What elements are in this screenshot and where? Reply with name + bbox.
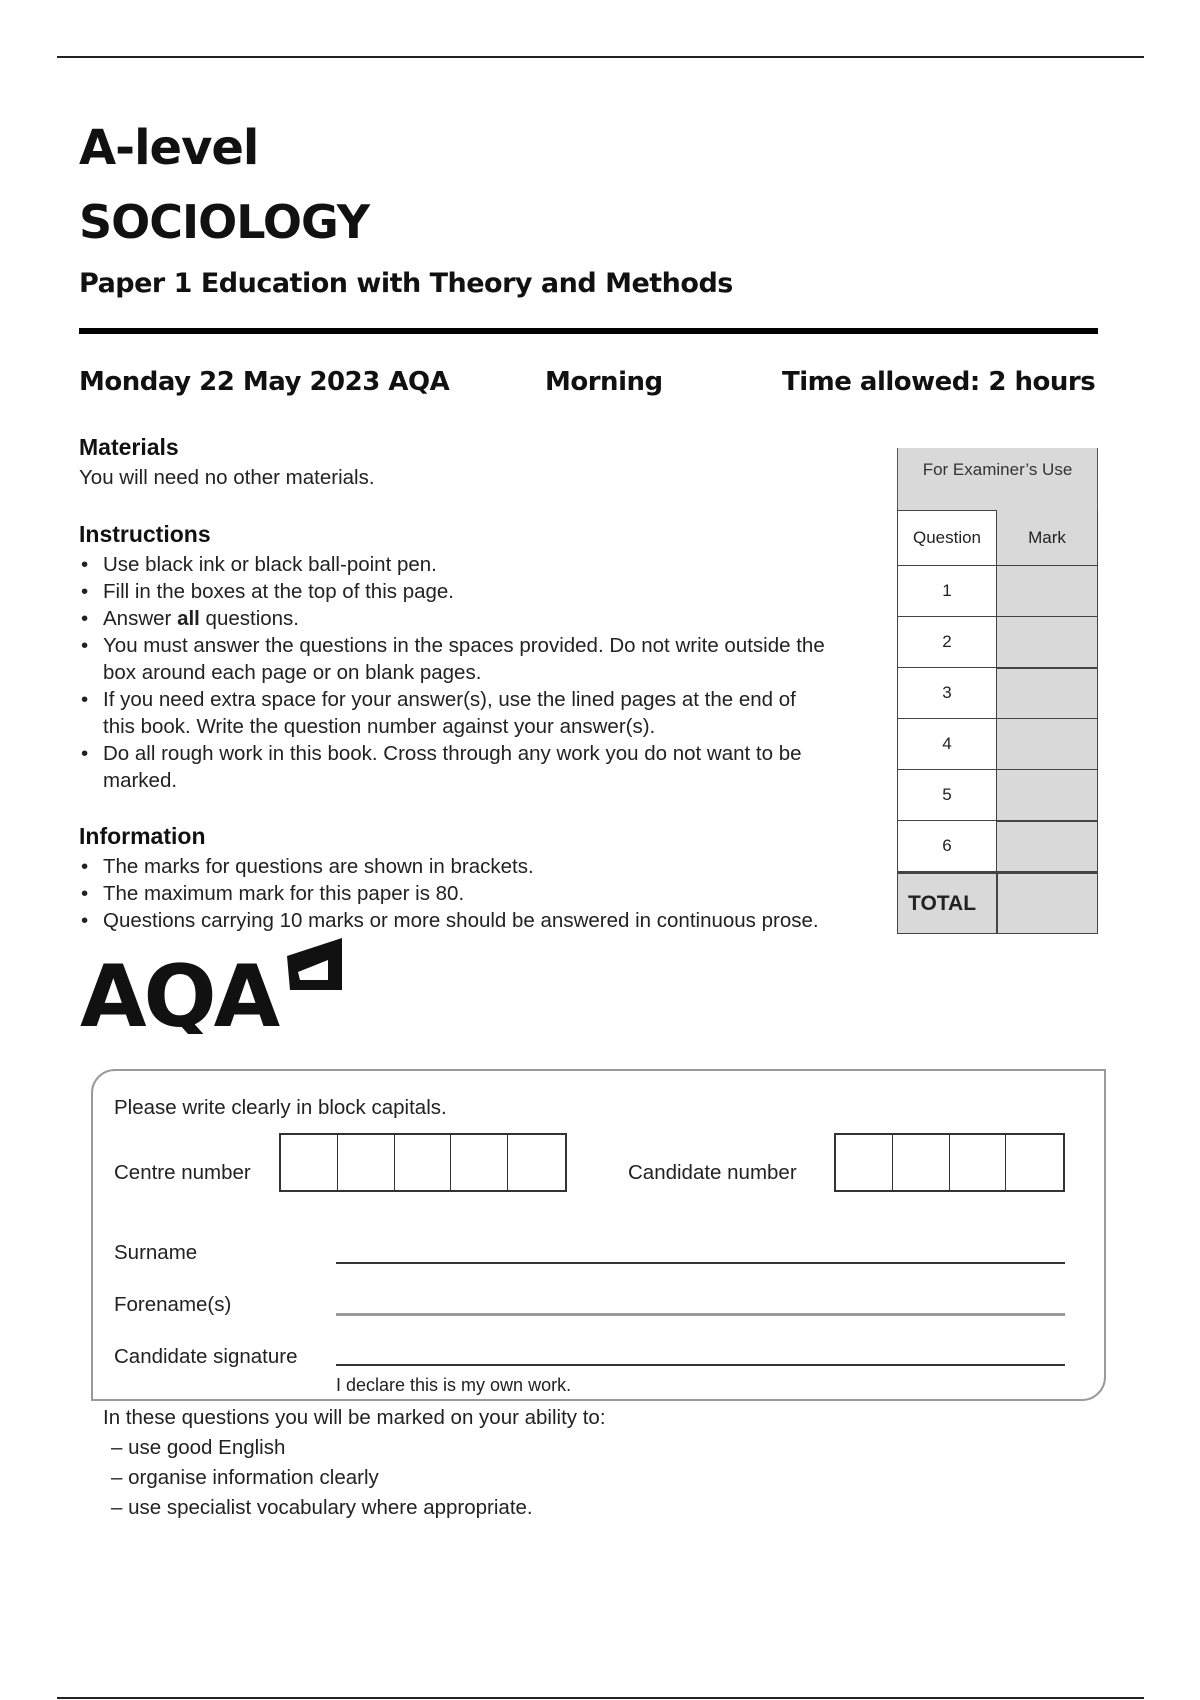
digit-box[interactable] xyxy=(1006,1135,1063,1190)
question-number: 6 xyxy=(897,821,997,872)
total-label: TOTAL xyxy=(897,872,997,934)
question-number: 3 xyxy=(897,668,997,719)
question-number: 2 xyxy=(897,617,997,668)
top-rule xyxy=(57,56,1144,58)
time-allowed: Time allowed: 2 hours xyxy=(782,367,1096,397)
list-item: • Fill in the boxes at the top of this page. xyxy=(81,580,454,603)
declaration-text: I declare this is my own work. xyxy=(336,1375,572,1395)
mark-header: Mark xyxy=(997,510,1098,566)
ability-statement xyxy=(103,1403,606,1523)
qualification-title: A-level xyxy=(79,120,259,176)
list-item: • If you need extra space for your answer(s), use the lined pages at the end of this book. Write the question number against your answer(s). xyxy=(81,688,796,738)
mark-cell xyxy=(997,719,1098,770)
ability-intro: In these questions you will be marked on your ability to: xyxy=(103,1406,606,1429)
digit-box[interactable] xyxy=(893,1135,950,1190)
digit-box[interactable] xyxy=(281,1135,338,1190)
list-item: • You must answer the questions in the spaces provided. Do not write outside the box around each page or on blank pages. xyxy=(81,634,825,684)
question-number: 1 xyxy=(897,566,997,617)
question-header: Question xyxy=(897,510,997,566)
information-heading: Information xyxy=(79,823,206,849)
materials-text: You will need no other materials. xyxy=(79,466,375,489)
mark-cell xyxy=(997,566,1098,617)
mark-cell xyxy=(997,821,1098,872)
examiner-use-title: For Examiner’s Use xyxy=(897,448,1098,510)
digit-box[interactable] xyxy=(950,1135,1007,1190)
aqa-logo xyxy=(80,938,342,1039)
list-item: • Answer all questions. xyxy=(81,607,300,630)
materials-heading: Materials xyxy=(79,434,179,460)
forenames-label: Forename(s) xyxy=(114,1293,232,1316)
mark-cell xyxy=(997,770,1098,821)
information-list xyxy=(79,853,959,934)
signature-line[interactable] xyxy=(336,1364,1065,1366)
subject-title: SOCIOLOGY xyxy=(79,195,370,249)
signature-label: Candidate signature xyxy=(114,1345,298,1368)
candidate-number-label: Candidate number xyxy=(628,1161,797,1184)
centre-number-boxes[interactable] xyxy=(279,1133,567,1192)
centre-number-label: Centre number xyxy=(114,1161,251,1184)
list-item: • Use black ink or black ball-point pen. xyxy=(81,553,437,576)
candidate-number-boxes[interactable] xyxy=(834,1133,1065,1192)
aqa-logo-graphic xyxy=(80,938,342,1034)
list-item: – organise information clearly xyxy=(111,1466,379,1489)
instructions-heading: Instructions xyxy=(79,521,211,547)
title-rule xyxy=(79,328,1098,334)
digit-box[interactable] xyxy=(508,1135,565,1190)
mark-cell xyxy=(997,668,1098,719)
exam-date: Monday 22 May 2023 AQA xyxy=(79,367,450,397)
forenames-line[interactable] xyxy=(336,1313,1065,1316)
block-capitals-instruction: Please write clearly in block capitals. xyxy=(114,1096,447,1119)
mark-cell xyxy=(997,617,1098,668)
list-item: • Questions carrying 10 marks or more should be answered in continuous prose. xyxy=(81,909,819,932)
question-number: 4 xyxy=(897,719,997,770)
total-mark-cell xyxy=(997,872,1098,934)
list-item: • Do all rough work in this book. Cross through any work you do not want to be marked. xyxy=(81,742,802,792)
surname-label: Surname xyxy=(114,1241,198,1264)
instructions-list xyxy=(79,551,899,794)
digit-box[interactable] xyxy=(395,1135,452,1190)
paper-title: Paper 1 Education with Theory and Methods xyxy=(79,268,733,299)
digit-box[interactable] xyxy=(338,1135,395,1190)
list-item: • The marks for questions are shown in brackets. xyxy=(81,855,534,878)
list-item: – use good English xyxy=(111,1436,286,1459)
exam-session: Morning xyxy=(545,367,663,397)
bottom-rule xyxy=(57,1697,1144,1699)
surname-line[interactable] xyxy=(336,1262,1065,1264)
question-number: 5 xyxy=(897,770,997,821)
digit-box[interactable] xyxy=(451,1135,508,1190)
examiner-use-table xyxy=(897,448,1098,934)
list-item: – use specialist vocabulary where appropriate. xyxy=(111,1496,533,1519)
list-item: • The maximum mark for this paper is 80. xyxy=(81,882,465,905)
digit-box[interactable] xyxy=(836,1135,893,1190)
svg-text:AQA: AQA xyxy=(80,947,278,1034)
